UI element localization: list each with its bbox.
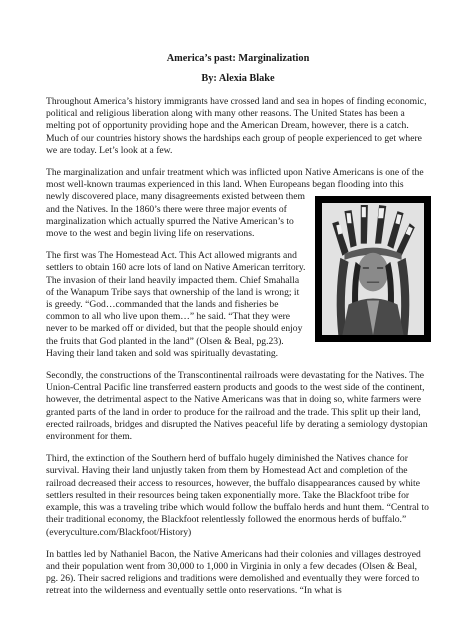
document-byline: By: Alexia Blake	[201, 73, 275, 84]
document-title: America’s past: Marginalization	[166, 53, 310, 64]
paragraph-intro: Throughout America’s history immigrants have crossed land and sea in hopes of finding economic, political and religious liberation along with many other reasons. The United States has been a melting pot of opportunity providing hope and the American Dream, however, there is a catch. Much of our countries history shows the hardships each group of people experienced to get where we are today. Let’s look at a few.	[46, 96, 427, 156]
paragraph-marginalization-narrow: newly discovered place, many disagreements existed between them and the Natives. In the 1860’s there were three major events of marginalization which actually spurred the Native American’s to move to the west and begin living life on reservations.	[46, 191, 305, 240]
photo-image	[322, 203, 424, 335]
portrait-illustration	[322, 203, 424, 335]
paragraph-homestead-act: The first was The Homestead Act. This Act allowed migrants and settlers to obtain 160 acre lots of land on Native American territory. The invasion of their land heavily impacted them. Chief Smahalla of the Wanapum Tribe says that ownership of the land is wrong; it is greedy. “God…commanded that the lands and fisheries be common to all who live upon them…” he said. “That they were never to be marked off or divided, but that the people should enjoy the fruits that God planted in the land” (Olsen & Beal, pg.23). Having their land taken and sold was spiritually devastating.	[46, 250, 306, 359]
paragraph-buffalo: Third, the extinction of the Southern herd of buffalo hugely diminished the Natives chance for survival. Having their land unjustly taken from them by Homestead Act and completion of the railroad decreased their access to resources, however, the buffalo disappearances caused by white settlers resulted in their resources being taken exponentially more. Take the Blackfoot tribe for example, this was a traveling tribe which would follow the buffalo herds and hunt them. “Central to their traditional economy, the Blackfoot relentlessly followed the enormous herds of buffalo.” (everyculture.com/Blackfoot/History)	[46, 453, 429, 538]
native-chief-photo	[315, 196, 431, 342]
paragraph-marginalization-wide: The marginalization and unfair treatment which was inflicted upon Native Americans is one of the most well-known traumas experienced in this land. When Europeans began flooding into this	[46, 167, 424, 191]
paragraph-railroads: Secondly, the constructions of the Transcontinental railroads were devastating for the Natives. The Union-Central Pacific line transferred eastern products and goods to the west side of the continent, however, the detrimental aspect to the Native Americans was that in doing so, white farmers were granted parts of the land in order to produce for the railroad and the trade. This split up their land, erected railroads, bridges and disrupted the Natives peaceful life by derating a semiology dystopian environment for them.	[46, 370, 428, 443]
paragraph-bacon: In battles led by Nathaniel Bacon, the Native Americans had their colonies and villages destroyed and their population went from 30,000 to 1,000 in Virginia in only a few decades (Olsen & Beal, pg. 26). Their sacred religions and traditions were demolished and eventually they were forced to retreat into the wilderness and eventually settle onto reservations. “In what is	[46, 548, 421, 597]
